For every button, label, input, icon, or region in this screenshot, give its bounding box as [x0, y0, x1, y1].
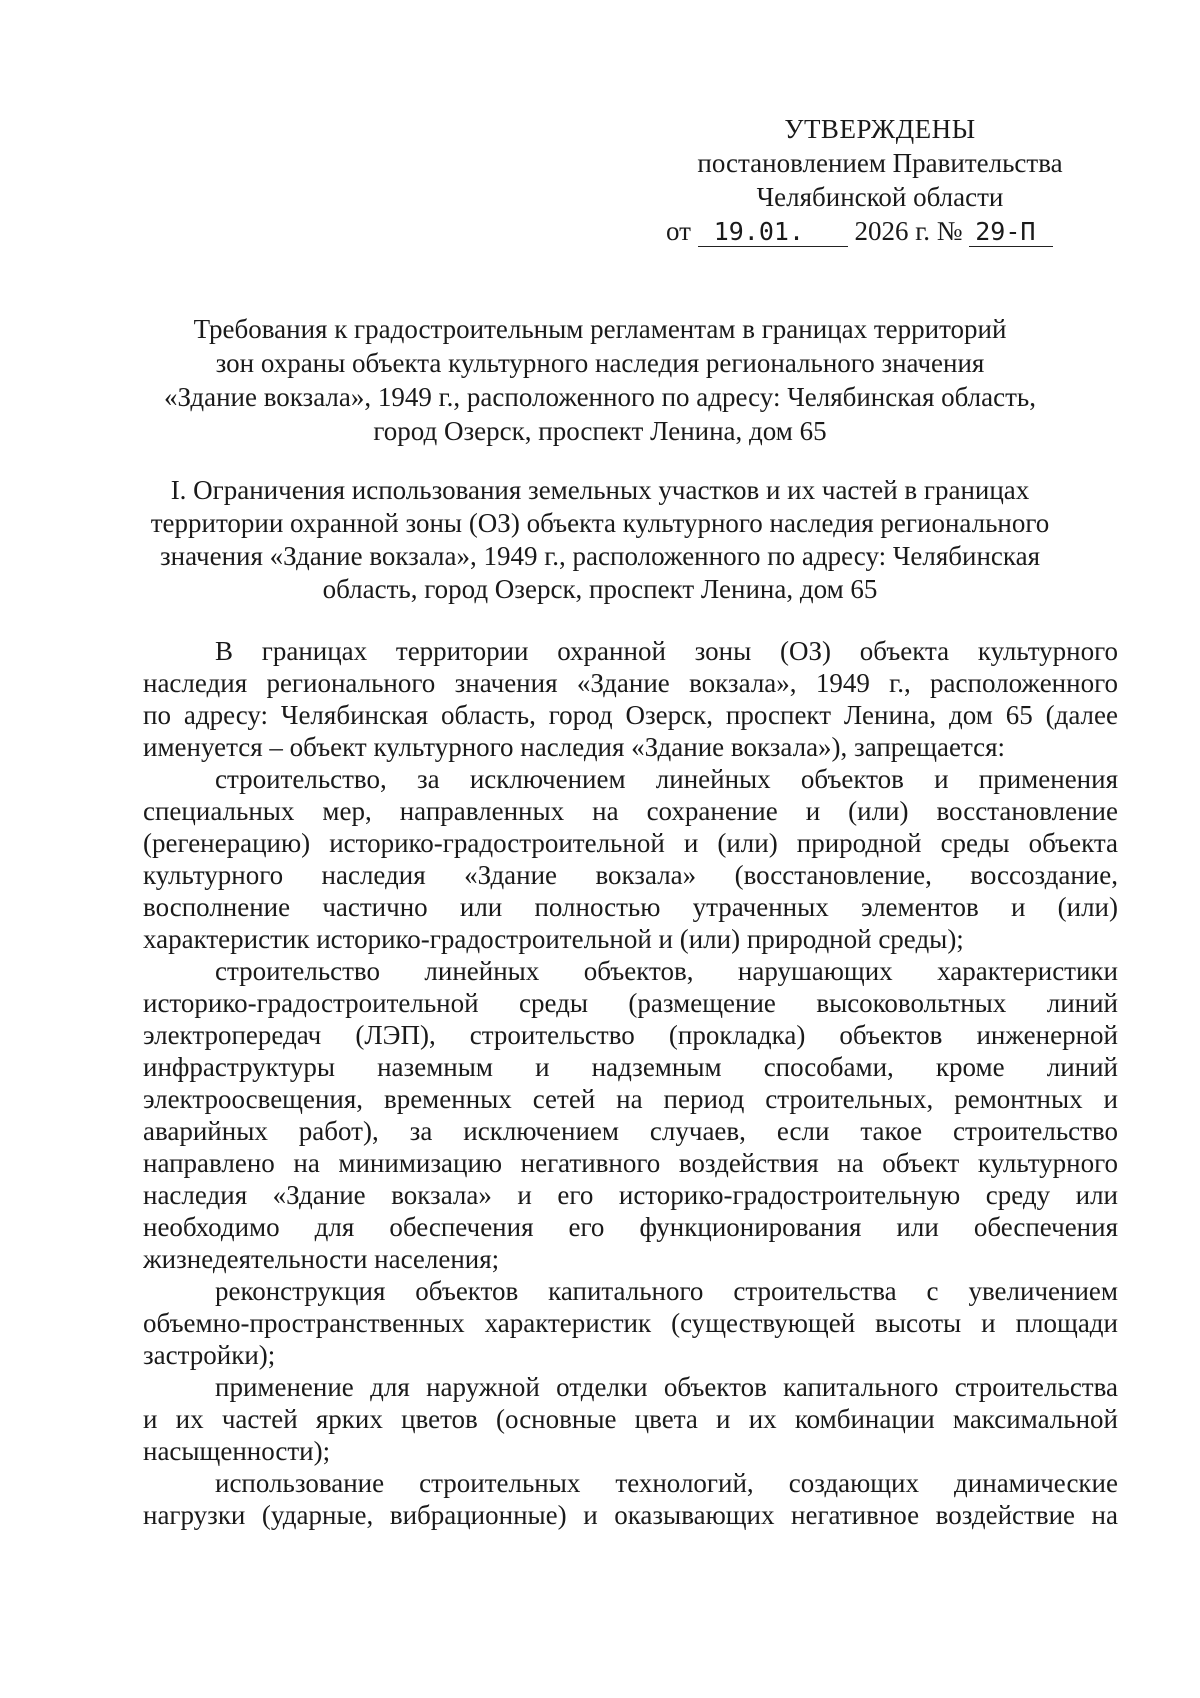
text-line: культурного наследия «Здание вокзала» (восстановление, воссоздание, — [143, 860, 1118, 890]
text-line: объемно-пространственных характеристик (существующей высоты и площади — [143, 1308, 1118, 1338]
date-prefix: от — [666, 216, 691, 246]
intro-paragraph — [143, 635, 1118, 763]
resolution-number-field: 29-П — [969, 218, 1053, 247]
text-line: наследия «Здание вокзала» и его историко-градостроительную среду или — [143, 1180, 1118, 1210]
text-line: инфраструктуры наземным и надземным способами, кроме линий — [143, 1052, 1118, 1082]
text-line: насыщенности); — [143, 1436, 331, 1466]
section-heading-line: значения «Здание вокзала», 1949 г., расположенного по адресу: Челябинская — [159, 541, 1040, 571]
title-line: город Озерск, проспект Ленина, дом 65 — [373, 416, 827, 446]
approved-heading: УТВЕРЖДЕНЫ — [784, 114, 976, 144]
text-line: и их частей ярких цветов (основные цвета и их комбинации максимальной — [143, 1404, 1118, 1434]
text-line: аварийных работ), за исключением случаев, если такое строительство — [143, 1116, 1118, 1146]
text-line: характеристик историко-градостроительной и (или) природной среды); — [143, 924, 964, 954]
text-line: нагрузки (ударные, вибрационные) и оказывающих негативное воздействие на — [143, 1500, 1118, 1530]
text-line: использование строительных технологий, создающих динамические — [215, 1468, 1118, 1498]
prohibition-item — [143, 955, 1118, 1275]
section-heading-line: территории охранной зоны (ОЗ) объекта культурного наследия регионального — [150, 508, 1050, 538]
title-line: «Здание вокзала», 1949 г., расположенного по адресу: Челябинская область, — [164, 382, 1036, 412]
text-line: направлено на минимизацию негативного воздействия на объект культурного — [143, 1148, 1118, 1178]
section-heading-line: область, город Озерск, проспект Ленина, дом 65 — [322, 574, 878, 604]
text-line: специальных мер, направленных на сохранение и (или) восстановление — [143, 796, 1118, 826]
text-line: реконструкция объектов капитального строительства с увеличением — [215, 1276, 1118, 1306]
text-line: строительство линейных объектов, нарушающих характеристики — [215, 956, 1118, 986]
text-line: применение для наружной отделки объектов капитального строительства — [215, 1372, 1118, 1402]
handwritten-date-field: 19.01. — [698, 218, 848, 247]
year-number-label: 2026 г. № — [854, 216, 963, 246]
prohibition-item — [143, 763, 1118, 955]
prohibition-item — [143, 1371, 1118, 1467]
text-line: В границах территории охранной зоны (ОЗ) объекта культурного — [215, 636, 1118, 666]
text-line: именуется – объект культурного наследия «Здание вокзала»), запрещается: — [143, 732, 1006, 762]
text-line: историко-градостроительной среды (размещение высоковольтных линий — [143, 988, 1118, 1018]
text-line: восполнение частично или полностью утраченных элементов и (или) — [143, 892, 1118, 922]
title-line: зон охраны объекта культурного наследия регионального значения — [215, 348, 985, 378]
text-line: жизнедеятельности населения; — [143, 1244, 500, 1274]
document-body — [143, 635, 1118, 1531]
prohibition-item — [143, 1467, 1118, 1531]
text-line: застройки); — [143, 1340, 276, 1370]
text-line: необходимо для обеспечения его функционирования или обеспечения — [143, 1212, 1118, 1242]
text-line: электропередач (ЛЭП), строительство (прокладка) объектов инженерной — [143, 1020, 1118, 1050]
section-heading-line: I. Ограничения использования земельных участков и их частей в границах — [170, 475, 1030, 505]
section-heading — [130, 474, 1070, 606]
text-line: строительство, за исключением линейных объектов и применения — [215, 764, 1118, 794]
approval-line-resolution: постановлением Правительства — [697, 148, 1063, 178]
approval-block — [660, 112, 1100, 248]
title-line: Требования к градостроительным регламентам в границах территорий — [193, 314, 1007, 344]
text-line: по адресу: Челябинская область, город Озерск, проспект Ленина, дом 65 (далее — [143, 700, 1118, 730]
prohibition-item — [143, 1275, 1118, 1371]
document-title — [130, 312, 1070, 448]
approval-line-region: Челябинской области — [756, 182, 1004, 212]
text-line: (регенерацию) историко-градостроительной и (или) природной среды объекта — [143, 828, 1118, 858]
text-line: наследия регионального значения «Здание вокзала», 1949 г., расположенного — [143, 668, 1118, 698]
approval-date-line — [666, 214, 1100, 248]
text-line: электроосвещения, временных сетей на период строительных, ремонтных и — [143, 1084, 1118, 1114]
